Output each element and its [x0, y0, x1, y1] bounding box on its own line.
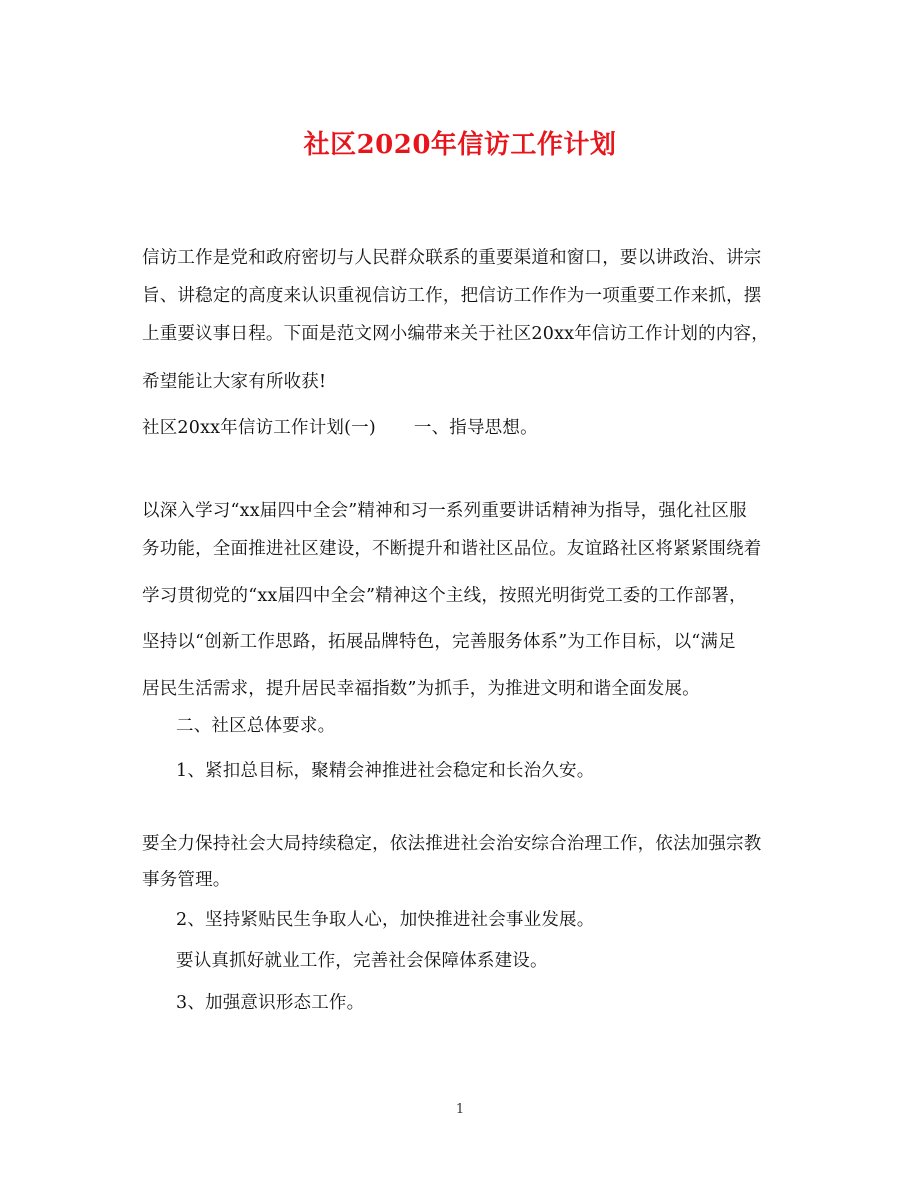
intro-line-2: 旨、讲稳定的高度来认识重视信访工作，把信访工作作为一项重要工作来抓，摆	[142, 286, 762, 306]
page-number: 1	[455, 1102, 465, 1117]
para1-line-2: 务功能，全面推进社区建设，不断提升和谐社区品位。友谊路社区将紧紧围绕着	[142, 539, 762, 559]
item-1: 1、紧扣总目标，聚精会神推进社会稳定和长治久安。	[176, 761, 595, 781]
intro-line-1: 信访工作是党和政府密切与人民群众联系的重要渠道和窗口，要以讲政治、讲宗	[142, 248, 762, 268]
para1-line-4: 坚持以“创新工作思路，拓展品牌特色，完善服务体系”为工作目标，以“满足	[142, 632, 736, 652]
item-3: 3、加强意识形态工作。	[176, 993, 365, 1013]
para1-line-1: 以深入学习“xx届四中全会”精神和习一系列重要讲话精神为指导，强化社区服	[142, 501, 747, 521]
para2-line-1: 要全力保持社会大局持续稳定，依法推进社会治安综合治理工作，依法加强宗教	[142, 834, 762, 854]
section-subheading: 一、指导思想。	[413, 418, 538, 438]
item-2: 2、坚持紧贴民生争取人心，加快推进社会事业发展。	[176, 910, 595, 930]
para2-line-2: 事务管理。	[142, 870, 231, 890]
para1-line-3: 学习贯彻党的“xx届四中全会”精神这个主线，按照光明街党工委的工作部署，	[142, 586, 747, 606]
para1-line-5: 居民生活需求，提升居民幸福指数”为抓手，为推进文明和谐全面发展。	[142, 679, 700, 699]
document-title: 社区2020年信访工作计划	[303, 130, 617, 160]
intro-line-4: 希望能让大家有所收获!	[142, 372, 327, 392]
heading-overall-requirements: 二、社区总体要求。	[176, 716, 336, 736]
intro-line-3: 上重要议事日程。下面是范文网小编带来关于社区20xx年信访工作计划的内容，	[142, 324, 769, 344]
item-2-detail: 要认真抓好就业工作，完善社会保障体系建设。	[176, 951, 548, 971]
section-heading-line	[142, 414, 538, 439]
section-heading: 社区20xx年信访工作计划(一)	[142, 418, 376, 438]
